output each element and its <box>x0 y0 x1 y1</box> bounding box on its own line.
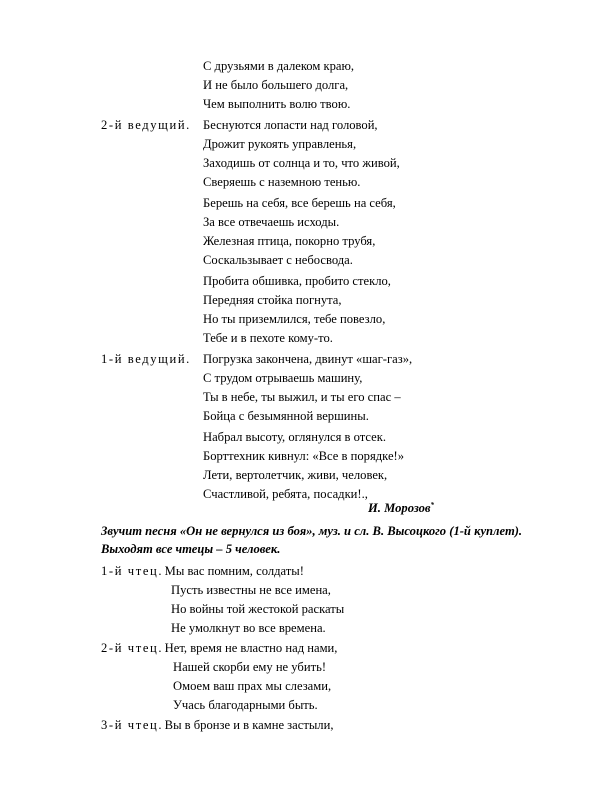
poem-line: За все отвечаешь исходы. <box>203 215 340 229</box>
poem-line: Железная птица, покорно трубя, <box>203 234 376 248</box>
poem-line: Погрузка закончена, двинут «шаг-газ», <box>203 352 413 366</box>
poem-line: С друзьями в далеком краю, <box>203 59 355 73</box>
poem-line: Соскальзывает с небосвода. <box>203 253 353 267</box>
reader-first-line: Мы вас помним, солдаты! <box>164 564 304 578</box>
speaker-name: 2-й ведущий <box>101 118 187 132</box>
poem-line: С трудом отрываешь машину, <box>203 371 363 385</box>
poem-line: Передняя стойка погнута, <box>203 293 342 307</box>
poem-line: Пробита обшивка, пробито стекло, <box>203 274 391 288</box>
reader-punct: . <box>158 718 162 732</box>
poem-line: Беснуются лопасти над головой, <box>203 118 378 132</box>
speaker-line <box>101 352 189 367</box>
footnote-mark: * <box>430 500 435 509</box>
poem-line: Омоем ваш прах мы слезами, <box>173 679 332 693</box>
poem-line: И не было большего долга, <box>203 78 349 92</box>
poem-line: Ты в небе, ты выжил, и ты его спас – <box>203 390 401 404</box>
poem-line: Сверяешь с наземною тенью. <box>203 175 361 189</box>
poem-line: Но ты приземлился, тебе повезло, <box>203 312 386 326</box>
poem-line: Набрал высоту, оглянулся в отсек. <box>203 430 387 444</box>
speaker-punct: . <box>186 118 190 132</box>
poem-line: Дрожит рукоять управленья, <box>203 137 357 151</box>
stage-direction: Звучит песня «Он не вернулся из боя», муз. и сл. В. Высоцкого (1-й куплет). <box>101 524 523 538</box>
poem-line: Но войны той жестокой раскаты <box>171 602 345 616</box>
poem-line: Пусть известны не все имена, <box>171 583 331 597</box>
speaker-name: 1-й ведущий <box>101 352 187 366</box>
poem-line: Не умолкнут во все времена. <box>171 621 326 635</box>
reader-name: 2-й чтец <box>101 641 159 655</box>
reader-name: 3-й чтец <box>101 718 159 732</box>
stage-direction: Выходят все чтецы – 5 человек. <box>101 542 281 556</box>
reader-punct: . <box>158 564 162 578</box>
reader-line <box>101 718 333 733</box>
reader-first-line: Вы в бронзе и в камне застыли, <box>164 718 334 732</box>
poem-line: Лети, вертолетчик, живи, человек, <box>203 468 388 482</box>
poem-line: Учась благодарными быть. <box>173 698 318 712</box>
author-name: И. Морозов <box>368 501 431 515</box>
reader-name: 1-й чтец <box>101 564 159 578</box>
speaker-punct: . <box>186 352 190 366</box>
reader-punct: . <box>158 641 162 655</box>
reader-first-line: Нет, время не властно над нами, <box>164 641 338 655</box>
poem-line: Борттехник кивнул: «Все в порядке!» <box>203 449 405 463</box>
poem-line: Счастливой, ребята, посадки!., <box>203 487 368 501</box>
poem-line: Берешь на себя, все берешь на себя, <box>203 196 396 210</box>
poem-line: Заходишь от солнца и то, что живой, <box>203 156 400 170</box>
poem-line: Тебе и в пехоте кому-то. <box>203 331 333 345</box>
reader-line <box>101 564 304 579</box>
reader-line <box>101 641 337 656</box>
poem-line: Нашей скорби ему не убить! <box>173 660 327 674</box>
poem-line: Бойца с безымянной вершины. <box>203 409 369 423</box>
poem-author <box>368 501 434 516</box>
speaker-line <box>101 118 189 133</box>
poem-line: Чем выполнить волю твою. <box>203 97 351 111</box>
